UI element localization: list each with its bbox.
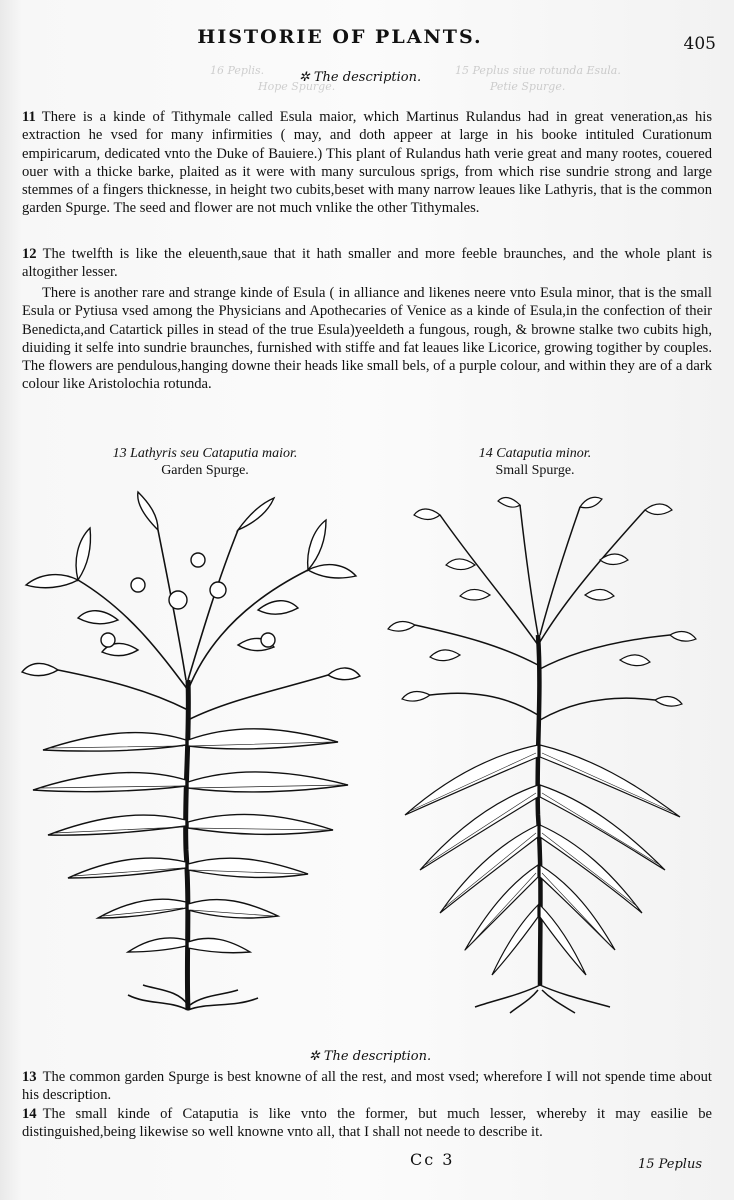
paragraph-11: [22, 108, 712, 218]
paragraph-number: 11: [22, 109, 36, 125]
figure-caption-13: [60, 445, 350, 479]
bleed-through-text: Petie Spurge.: [490, 80, 566, 93]
paragraph-rare-esula: [22, 284, 712, 394]
paragraph-text: The small kinde of Cataputia is like vnto the former, but much lesser, whereby it may easilie be distinguished,being likewise so well knowne vnto all, that I shall not neede to describe it.: [22, 1106, 712, 1141]
figure-english-name: Small Spurge.: [495, 463, 575, 478]
paragraph-number: 13: [22, 1069, 37, 1085]
garden-spurge-woodcut: [18, 490, 363, 1015]
figure-caption-14: [400, 445, 670, 479]
running-title: HISTORIE OF PLANTS.: [197, 26, 483, 48]
bleed-through-text: 16 Peplis.: [210, 64, 265, 77]
paragraph-number: 14: [22, 1106, 37, 1122]
paragraph-12: [22, 245, 712, 282]
paragraph-13: [22, 1068, 712, 1105]
figure-english-name: Garden Spurge.: [161, 463, 249, 478]
bleed-through-text: 15 Peplus siue rotunda Esula.: [455, 64, 621, 77]
small-spurge-woodcut: [380, 495, 715, 1015]
description-title-2: ✲ The description.: [308, 1049, 432, 1064]
page-number: 405: [683, 34, 716, 54]
paragraph-number: 12: [22, 246, 37, 262]
paragraph-text: The common garden Spurge is best knowne of all the rest, and most vsed; wherefore I will not spende time about his description.: [22, 1069, 712, 1104]
catchword: 15 Peplus: [637, 1157, 702, 1172]
figure-latin-name: 13 Lathyris seu Cataputia maior.: [112, 446, 298, 461]
paragraph-14: [22, 1105, 712, 1142]
figure-latin-name: 14 Cataputia minor.: [478, 446, 592, 461]
paragraph-text: There is a kinde of Tithymale called Esula maior, which Martinus Rulandus had in great veneration,as his extraction he vsed for many infirmities ( may, and doth appeer at large in his booke intituled Curationum empiricarum, dedicated vnto the Duke of Bauiere.) This plant of Rulandus hath verie great and many rootes, couered ouer with a thicke barke, plaited as it were with many surculous sprigs, from which rise sundrie strong and large stemmes of a fingers thicknesse, in height two cubits,beset with many narrow leaues like Lathyris, that is the common garden Spurge. The seed and flower are not much vnlike the other Tithymales.: [22, 109, 712, 217]
paragraph-text: There is another rare and strange kinde of Esula ( in alliance and likenes neere vnto Esula minor, that is the small Esula or Pytiusa vsed among the Physicians and Apothecaries of Venice as a kinde of Esula,in the confection of their Benedicta,and Catartick pilles in stead of the true Esula)yeeldeth a fungous, rough, & browne stalke two cubits high, diuiding it selfe into sundrie braunches, furnished with stiffe and fat leaues like Licorice, growing togither by couples. The flowers are pendulous,hanging downe their heads like small bels, of a purple colour, and within they are of a dark colour like Aristolochia rotunda.: [22, 285, 712, 393]
paragraph-text: The twelfth is like the eleuenth,saue that it hath smaller and more feeble braunches, and the whole plant is altogither lesser.: [22, 246, 712, 281]
bleed-through-text: Hope Spurge.: [258, 80, 336, 93]
signature-mark: Cc 3: [410, 1150, 455, 1169]
section-title: ✲ The description.: [298, 70, 422, 85]
